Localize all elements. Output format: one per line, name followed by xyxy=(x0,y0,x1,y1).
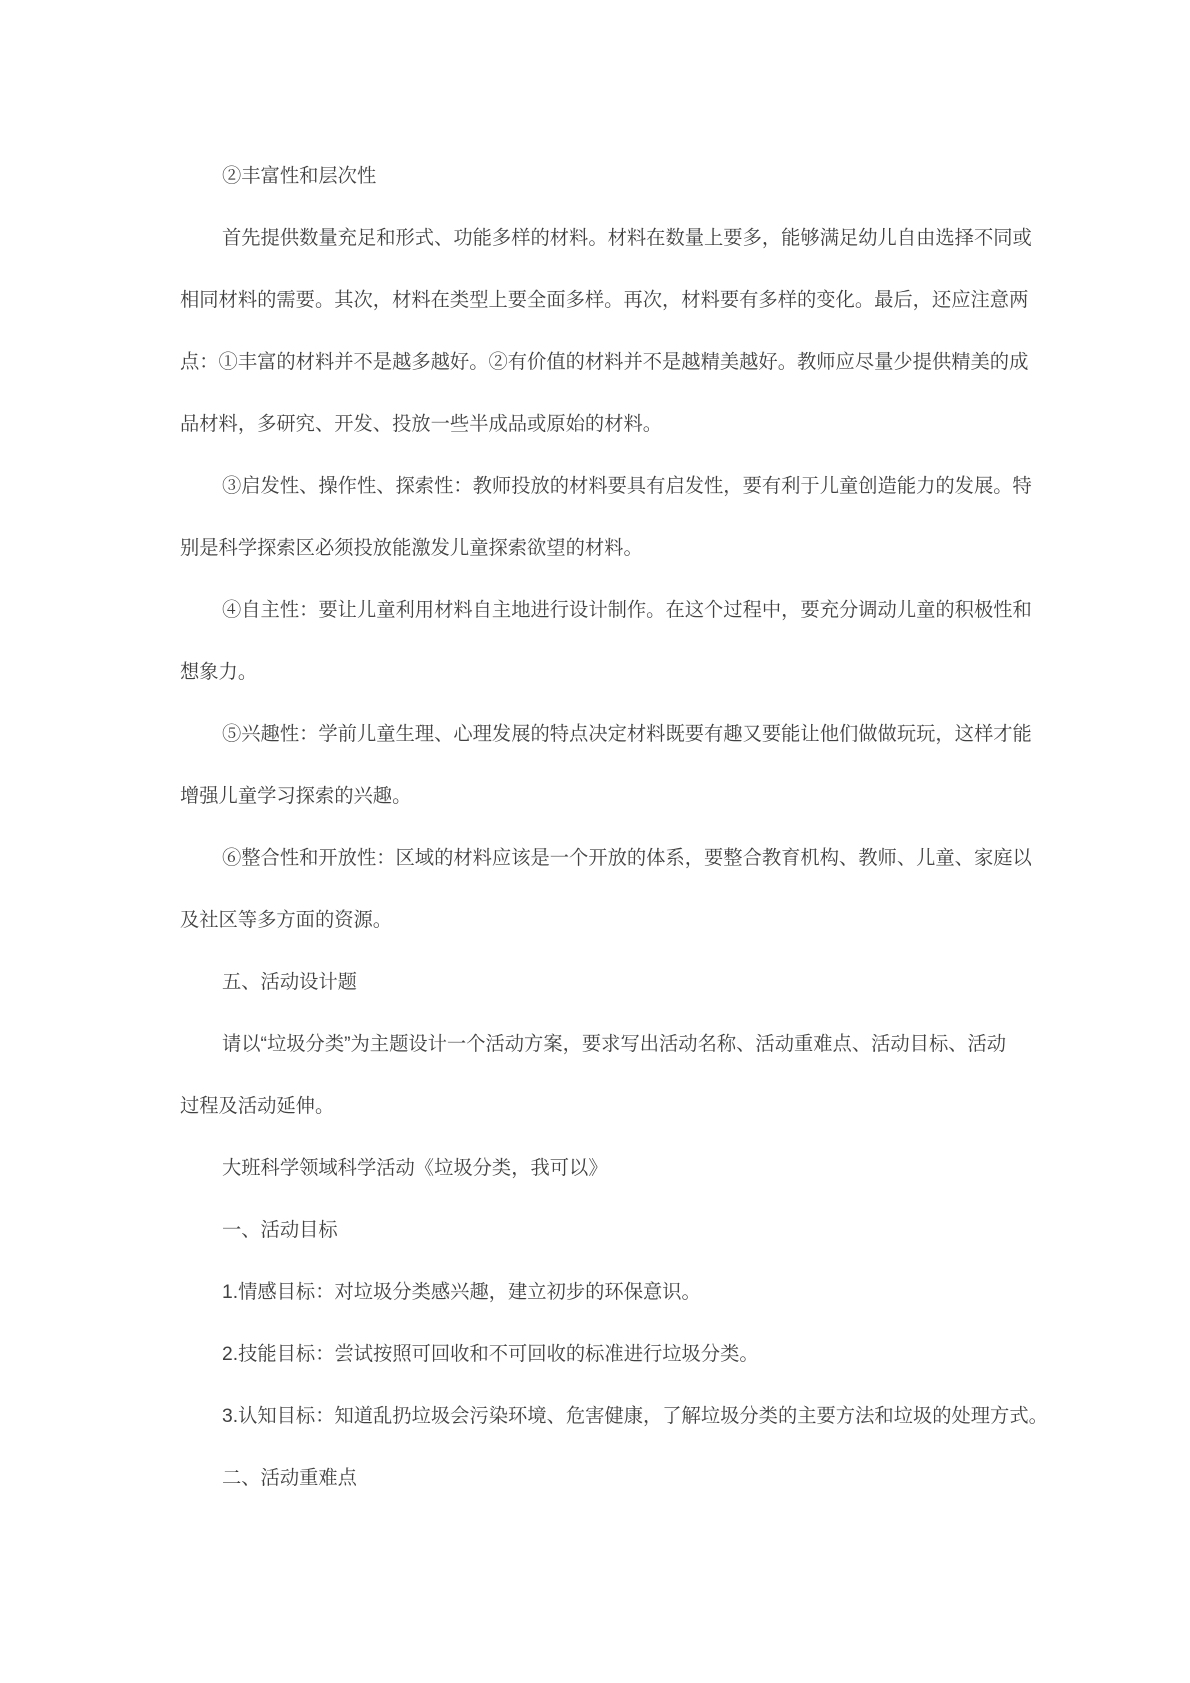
text-line: 3.认知目标：知道乱扔垃圾会污染环境、危害健康，了解垃圾分类的主要方法和垃圾的处理方式。 xyxy=(222,1406,1048,1427)
text-line: 点：①丰富的材料并不是越多越好。②有价值的材料并不是越精美越好。教师应尽量少提供精美的成 xyxy=(180,352,1029,373)
text-line: 首先提供数量充足和形式、功能多样的材料。材料在数量上要多，能够满足幼儿自由选择不同或 xyxy=(222,228,1032,249)
paragraph xyxy=(180,580,1032,704)
text-line: 大班科学领域科学活动《垃圾分类，我可以》 xyxy=(222,1158,608,1179)
text-line: 增强儿童学习探索的兴趣。 xyxy=(180,786,412,807)
paragraph xyxy=(180,952,1020,1014)
text-line: ⑤兴趣性：学前儿童生理、心理发展的特点决定材料既要有趣又要能让他们做做玩玩，这样才能 xyxy=(222,724,1032,745)
paragraph xyxy=(180,1200,1020,1262)
text-line: 品材料，多研究、开发、投放一些半成品或原始的材料。 xyxy=(180,414,663,435)
text-line: 二、活动重难点 xyxy=(222,1468,357,1489)
document-body-text xyxy=(180,146,1048,1510)
text-line: 1.情感目标：对垃圾分类感兴趣，建立初步的环保意识。 xyxy=(222,1282,701,1303)
paragraph xyxy=(180,1014,1020,1138)
text-line: 相同材料的需要。其次，材料在类型上要全面多样。再次，材料要有多样的变化。最后，还应注意两 xyxy=(180,290,1029,311)
text-line: ③启发性、操作性、探索性：教师投放的材料要具有启发性，要有利于儿童创造能力的发展。特 xyxy=(222,476,1032,497)
paragraph xyxy=(180,208,1032,456)
text-line: 想象力。 xyxy=(180,662,258,683)
paragraph xyxy=(180,1386,1048,1448)
text-line: 五、活动设计题 xyxy=(222,972,357,993)
paragraph xyxy=(180,146,1020,208)
paragraph xyxy=(180,456,1032,580)
paragraph xyxy=(180,1448,1020,1510)
text-line: ②丰富性和层次性 xyxy=(222,166,377,187)
text-line: ④自主性：要让儿童利用材料自主地进行设计制作。在这个过程中，要充分调动儿童的积极性和 xyxy=(222,600,1032,621)
text-line: 过程及活动延伸。 xyxy=(180,1096,335,1117)
paragraph xyxy=(180,1138,1020,1200)
text-line: 请以“垃圾分类”为主题设计一个活动方案，要求写出活动名称、活动重难点、活动目标、活动 xyxy=(222,1034,1007,1055)
text-line: 别是科学探索区必须投放能激发儿童探索欲望的材料。 xyxy=(180,538,643,559)
text-line: ⑥整合性和开放性：区域的材料应该是一个开放的体系，要整合教育机构、教师、儿童、家庭以 xyxy=(222,848,1032,869)
text-line: 2.技能目标：尝试按照可回收和不可回收的标准进行垃圾分类。 xyxy=(222,1344,759,1365)
paragraph xyxy=(180,1324,1020,1386)
text-line: 一、活动目标 xyxy=(222,1220,338,1241)
paragraph xyxy=(180,828,1032,952)
text-line: 及社区等多方面的资源。 xyxy=(180,910,393,931)
paragraph xyxy=(180,704,1032,828)
paragraph xyxy=(180,1262,1020,1324)
